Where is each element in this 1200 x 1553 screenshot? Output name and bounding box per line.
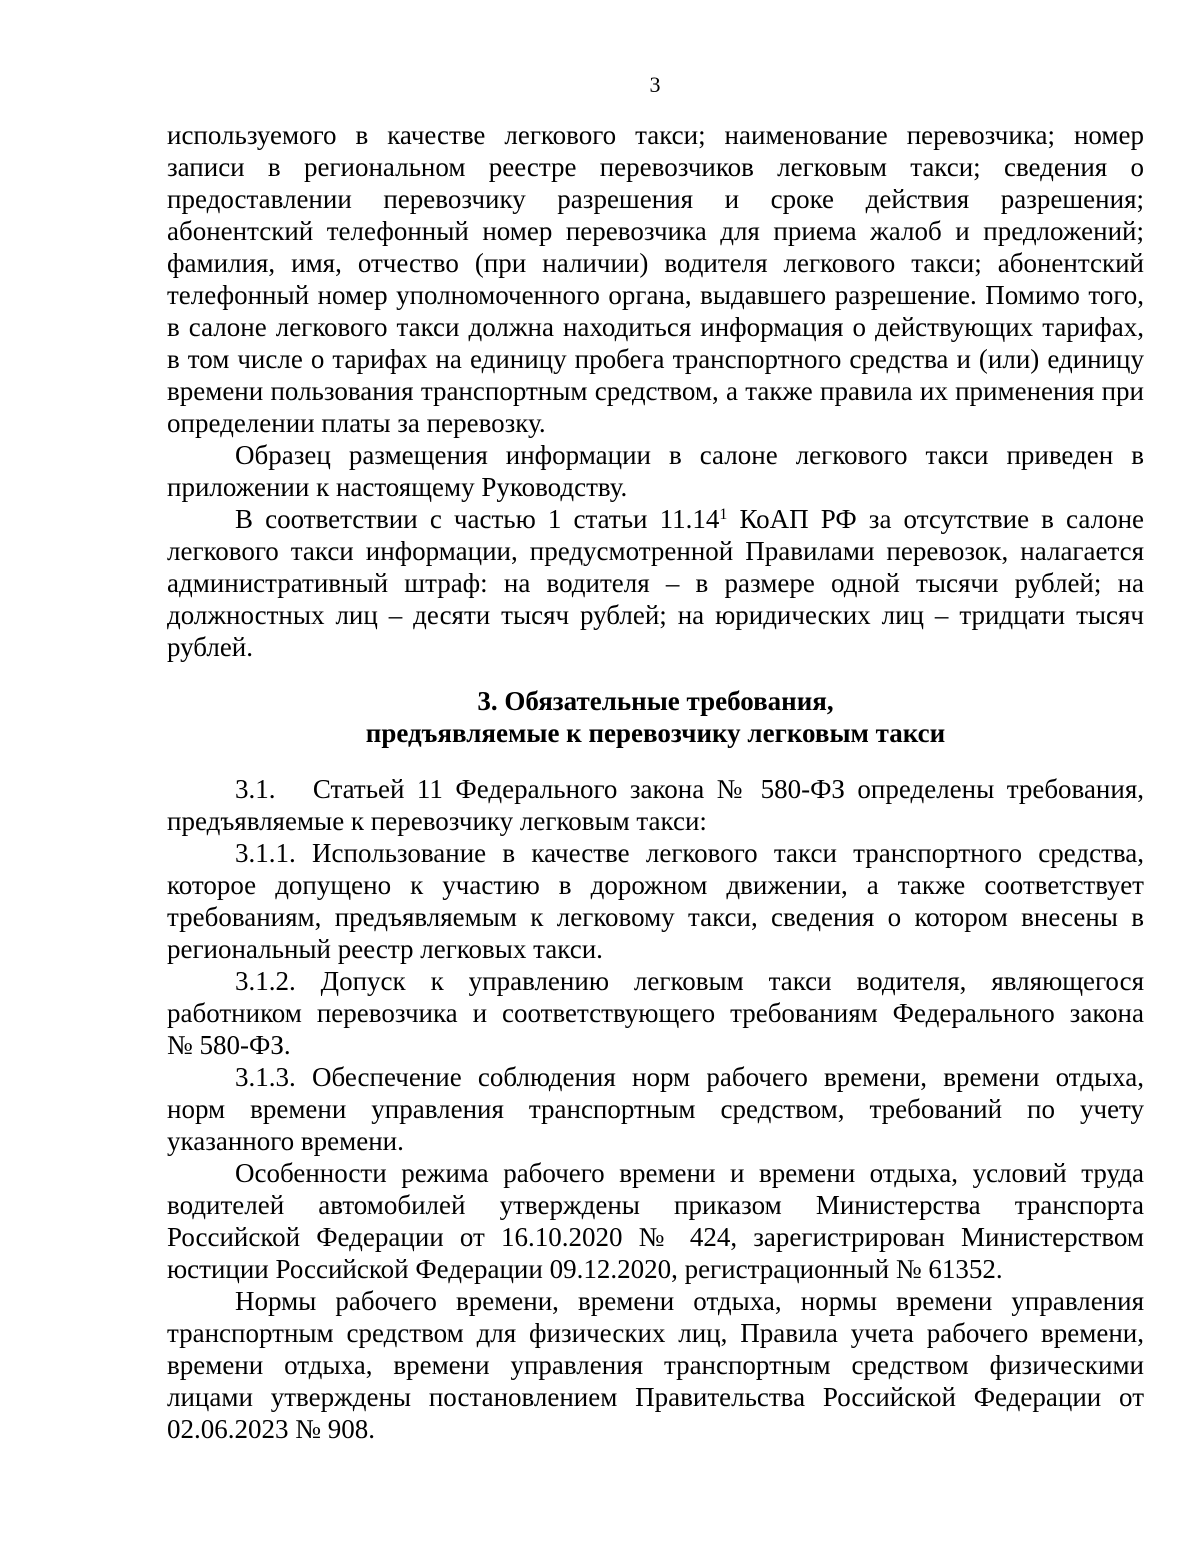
text-line: фамилия, имя, отчество (при наличии) водителя легкового такси; абонентский [167,248,1144,278]
article-superscript: 1 [719,506,728,523]
text-line: 3.1. Статьей 11 Федерального закона № 580-ФЗ определены требования, [235,774,1144,804]
paragraph-3-1-3 [167,1061,1144,1157]
text-line: записи в региональном реестре перевозчиков легковым такси; сведения о [167,152,1144,182]
text-line: предоставлении перевозчику разрешения и сроке действия разрешения; [167,184,1144,214]
text-fragment: КоАП РФ за отсутствие в салоне [727,504,1144,534]
text-line: 3.1.3. Обеспечение соблюдения норм рабочего времени, времени отдыха, [235,1062,1144,1092]
paragraph-3-1 [167,773,1144,837]
text-line: административный штраф: на водителя – в размере одной тысячи рублей; на [167,568,1144,598]
section-heading [167,685,1144,749]
document-body [167,119,1144,1445]
text-line: абонентский телефонный номер перевозчика для приема жалоб и предложений; [167,216,1144,246]
text-line: Образец размещения информации в салоне легкового такси приведен в [235,440,1144,470]
paragraph-sample-placement [167,439,1144,503]
section-heading-line-1: 3. Обязательные требования, [477,686,834,716]
text-line: телефонный номер уполномоченного органа, выдавшего разрешение. Помимо того, [167,280,1144,310]
text-line: предъявляемые к перевозчику легковым такси: [167,806,707,836]
text-line: используемого в качестве легкового такси; наименование перевозчика; номер [167,120,1144,150]
text-line: должностных лиц – десяти тысяч рублей; на юридических лиц – тридцати тысяч [167,600,1144,630]
text-line: Нормы рабочего времени, времени отдыха, нормы времени управления [235,1286,1144,1316]
text-line: определении платы за перевозку. [167,408,546,438]
text-line: юстиции Российской Федерации 09.12.2020, регистрационный № 61352. [167,1254,1003,1284]
paragraph-3-1-2 [167,965,1144,1061]
text-line: Российской Федерации от 16.10.2020 № 424, зарегистрирован Министерством [167,1222,1144,1252]
paragraph-work-time-norms [167,1285,1144,1445]
text-line: времени пользования транспортным средством, а также правила их применения при [167,376,1144,406]
text-line: времени отдыха, времени управления транспортным средством физическими [167,1350,1144,1380]
text-fragment: В соответствии с частью 1 статьи 11.14 [235,504,720,534]
text-line [167,503,1144,535]
text-line: норм времени управления транспортным средством, требований по учету [167,1094,1144,1124]
text-line: транспортным средством для физических лиц, Правила учета рабочего времени, [167,1318,1144,1348]
page-number: 3 [649,72,661,97]
text-line: № 580-ФЗ. [167,1030,291,1060]
text-line: 3.1.1. Использование в качестве легкового такси транспортного средства, [235,838,1144,868]
paragraph-work-time-features [167,1157,1144,1285]
text-line: 3.1.2. Допуск к управлению легковым такси водителя, являющегося [235,966,1144,996]
text-line: лицами утверждены постановлением Правительства Российской Федерации от [167,1382,1144,1412]
text-line: 02.06.2023 № 908. [167,1414,376,1444]
text-line: приложении к настоящему Руководству. [167,472,628,502]
text-line: в салоне легкового такси должна находиться информация о действующих тарифах, [167,312,1144,342]
section-heading-line-2: предъявляемые к перевозчику легковым такси [365,718,946,748]
text-line: требованиям, предъявляемым к легковому такси, сведения о котором внесены в [167,902,1144,932]
text-line: водителей автомобилей утверждены приказом Министерства транспорта [167,1190,1144,1220]
text-line: региональный реестр легковых такси. [167,934,603,964]
text-line: рублей. [167,632,254,662]
text-line: которое допущено к участию в дорожном движении, а также соответствует [167,870,1144,900]
paragraph-3-1-1 [167,837,1144,965]
text-line: в том числе о тарифах на единицу пробега транспортного средства и (или) единицу [167,344,1144,374]
paragraph-administrative-fine [167,503,1144,663]
text-line: работником перевозчика и соответствующего требованиям Федерального закона [167,998,1144,1028]
text-line: легкового такси информации, предусмотренной Правилами перевозок, налагается [167,536,1144,566]
text-line: указанного времени. [167,1126,404,1156]
paragraph-taxi-information [167,119,1144,439]
text-line: Особенности режима рабочего времени и времени отдыха, условий труда [235,1158,1144,1188]
